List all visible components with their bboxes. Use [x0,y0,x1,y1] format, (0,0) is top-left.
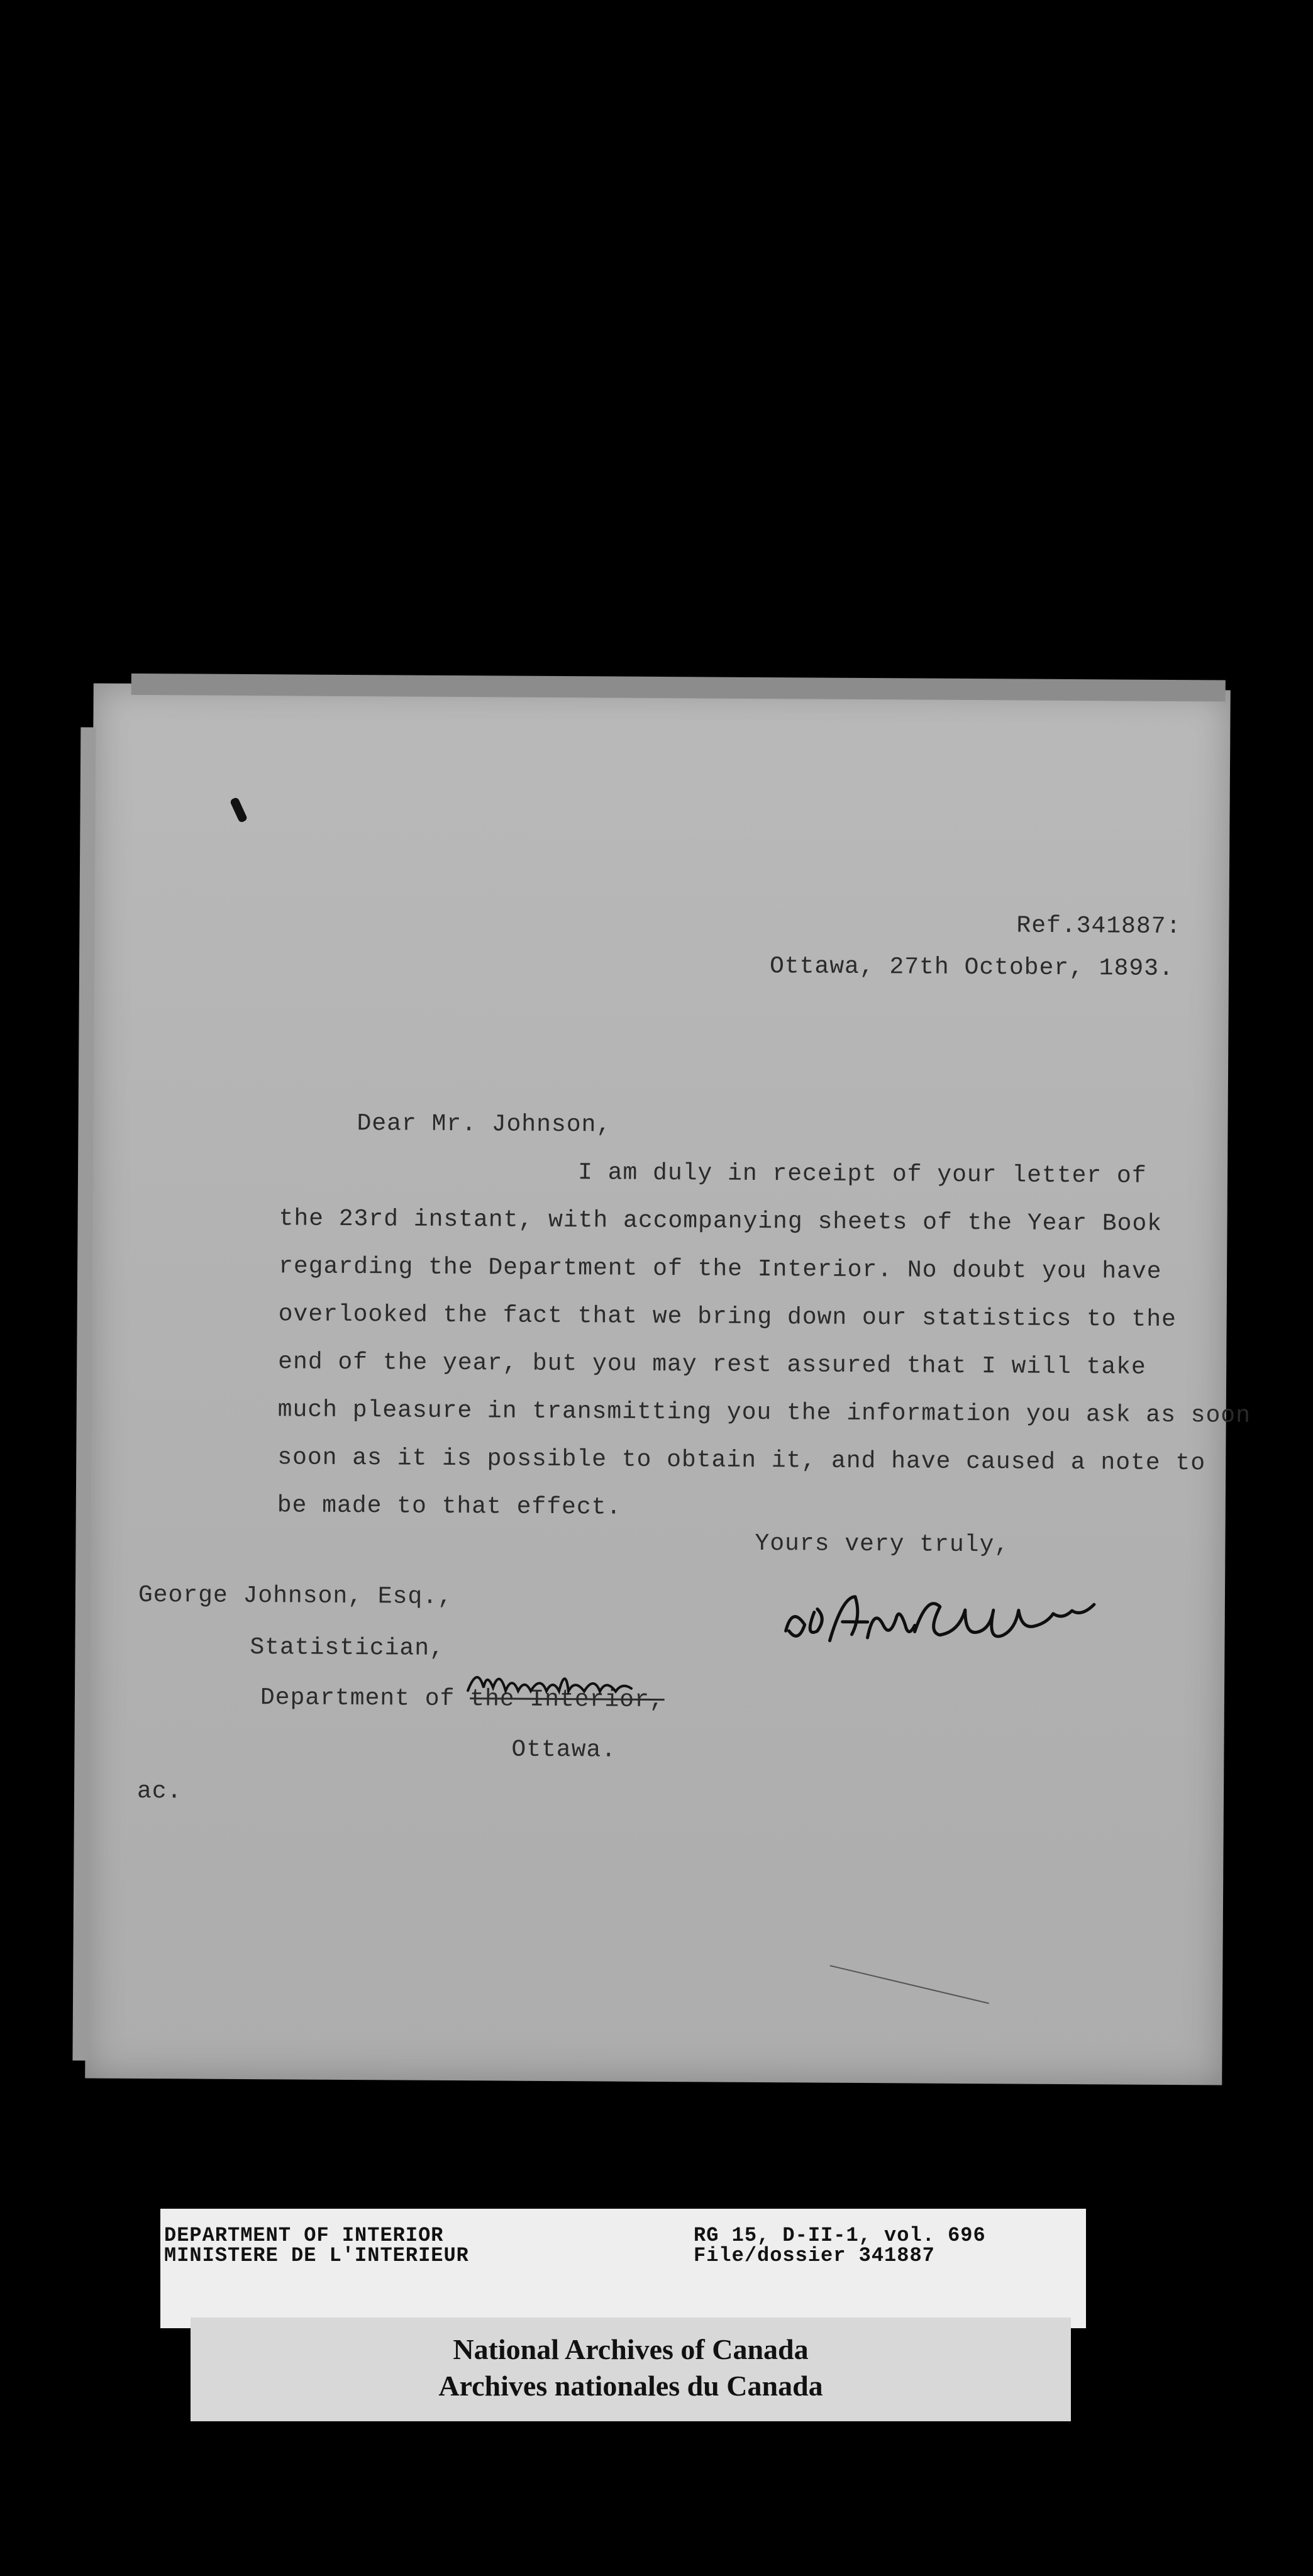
department-english: DEPARTMENT OF INTERIOR [164,2224,444,2247]
body-line: much pleasure in transmitting you the information you ask as soon [277,1396,1251,1430]
credit-french: Archives nationales du Canada [438,2370,823,2402]
date-line: Ottawa, 27th October, 1893. [769,953,1174,983]
department-french: MINISTERE DE L'INTERIEUR [164,2244,469,2267]
body-line: be made to that effect. [277,1492,622,1521]
file-number: File/dossier 341887 [694,2244,935,2267]
body-line: I am duly in receipt of your letter of [577,1159,1147,1190]
paper-top-edge [131,674,1226,702]
archive-credit-label [191,2318,1071,2421]
paper-scratch [829,1965,989,2004]
archive-reference-label [160,2209,1086,2328]
body-line: the 23rd instant, with accompanying sheets of the Year Book [279,1205,1163,1238]
record-group-reference: RG 15, D-II-1, vol. 696 [694,2224,986,2247]
department-prefix: Department of [260,1684,455,1713]
punch-mark [230,797,248,823]
addressee-city: Ottawa. [511,1736,617,1764]
body-line: regarding the Department of the Interior. No doubt you have [279,1253,1162,1285]
body-line: overlooked the fact that we bring down our statistics to the [278,1301,1177,1334]
letter-page [85,683,1251,2085]
credit-english: National Archives of Canada [453,2333,809,2365]
department-struck-text: the Interior, [470,1685,665,1714]
reference-number: Ref.341887: [1016,912,1182,941]
body-line: soon as it is possible to obtain it, and have caused a note to [277,1444,1206,1477]
addressee-name: George Johnson, Esq., [138,1581,453,1611]
typist-initials: ac. [136,1777,182,1806]
salutation: Dear Mr. Johnson, [357,1110,612,1139]
addressee-title: Statistician, [250,1634,445,1662]
closing: Yours very truly, [755,1530,1010,1559]
body-line: end of the year, but you may rest assured that I will take [278,1348,1146,1381]
handwritten-correction [462,1659,669,1704]
signature [779,1587,1107,1664]
paper-left-edge [72,727,96,2060]
